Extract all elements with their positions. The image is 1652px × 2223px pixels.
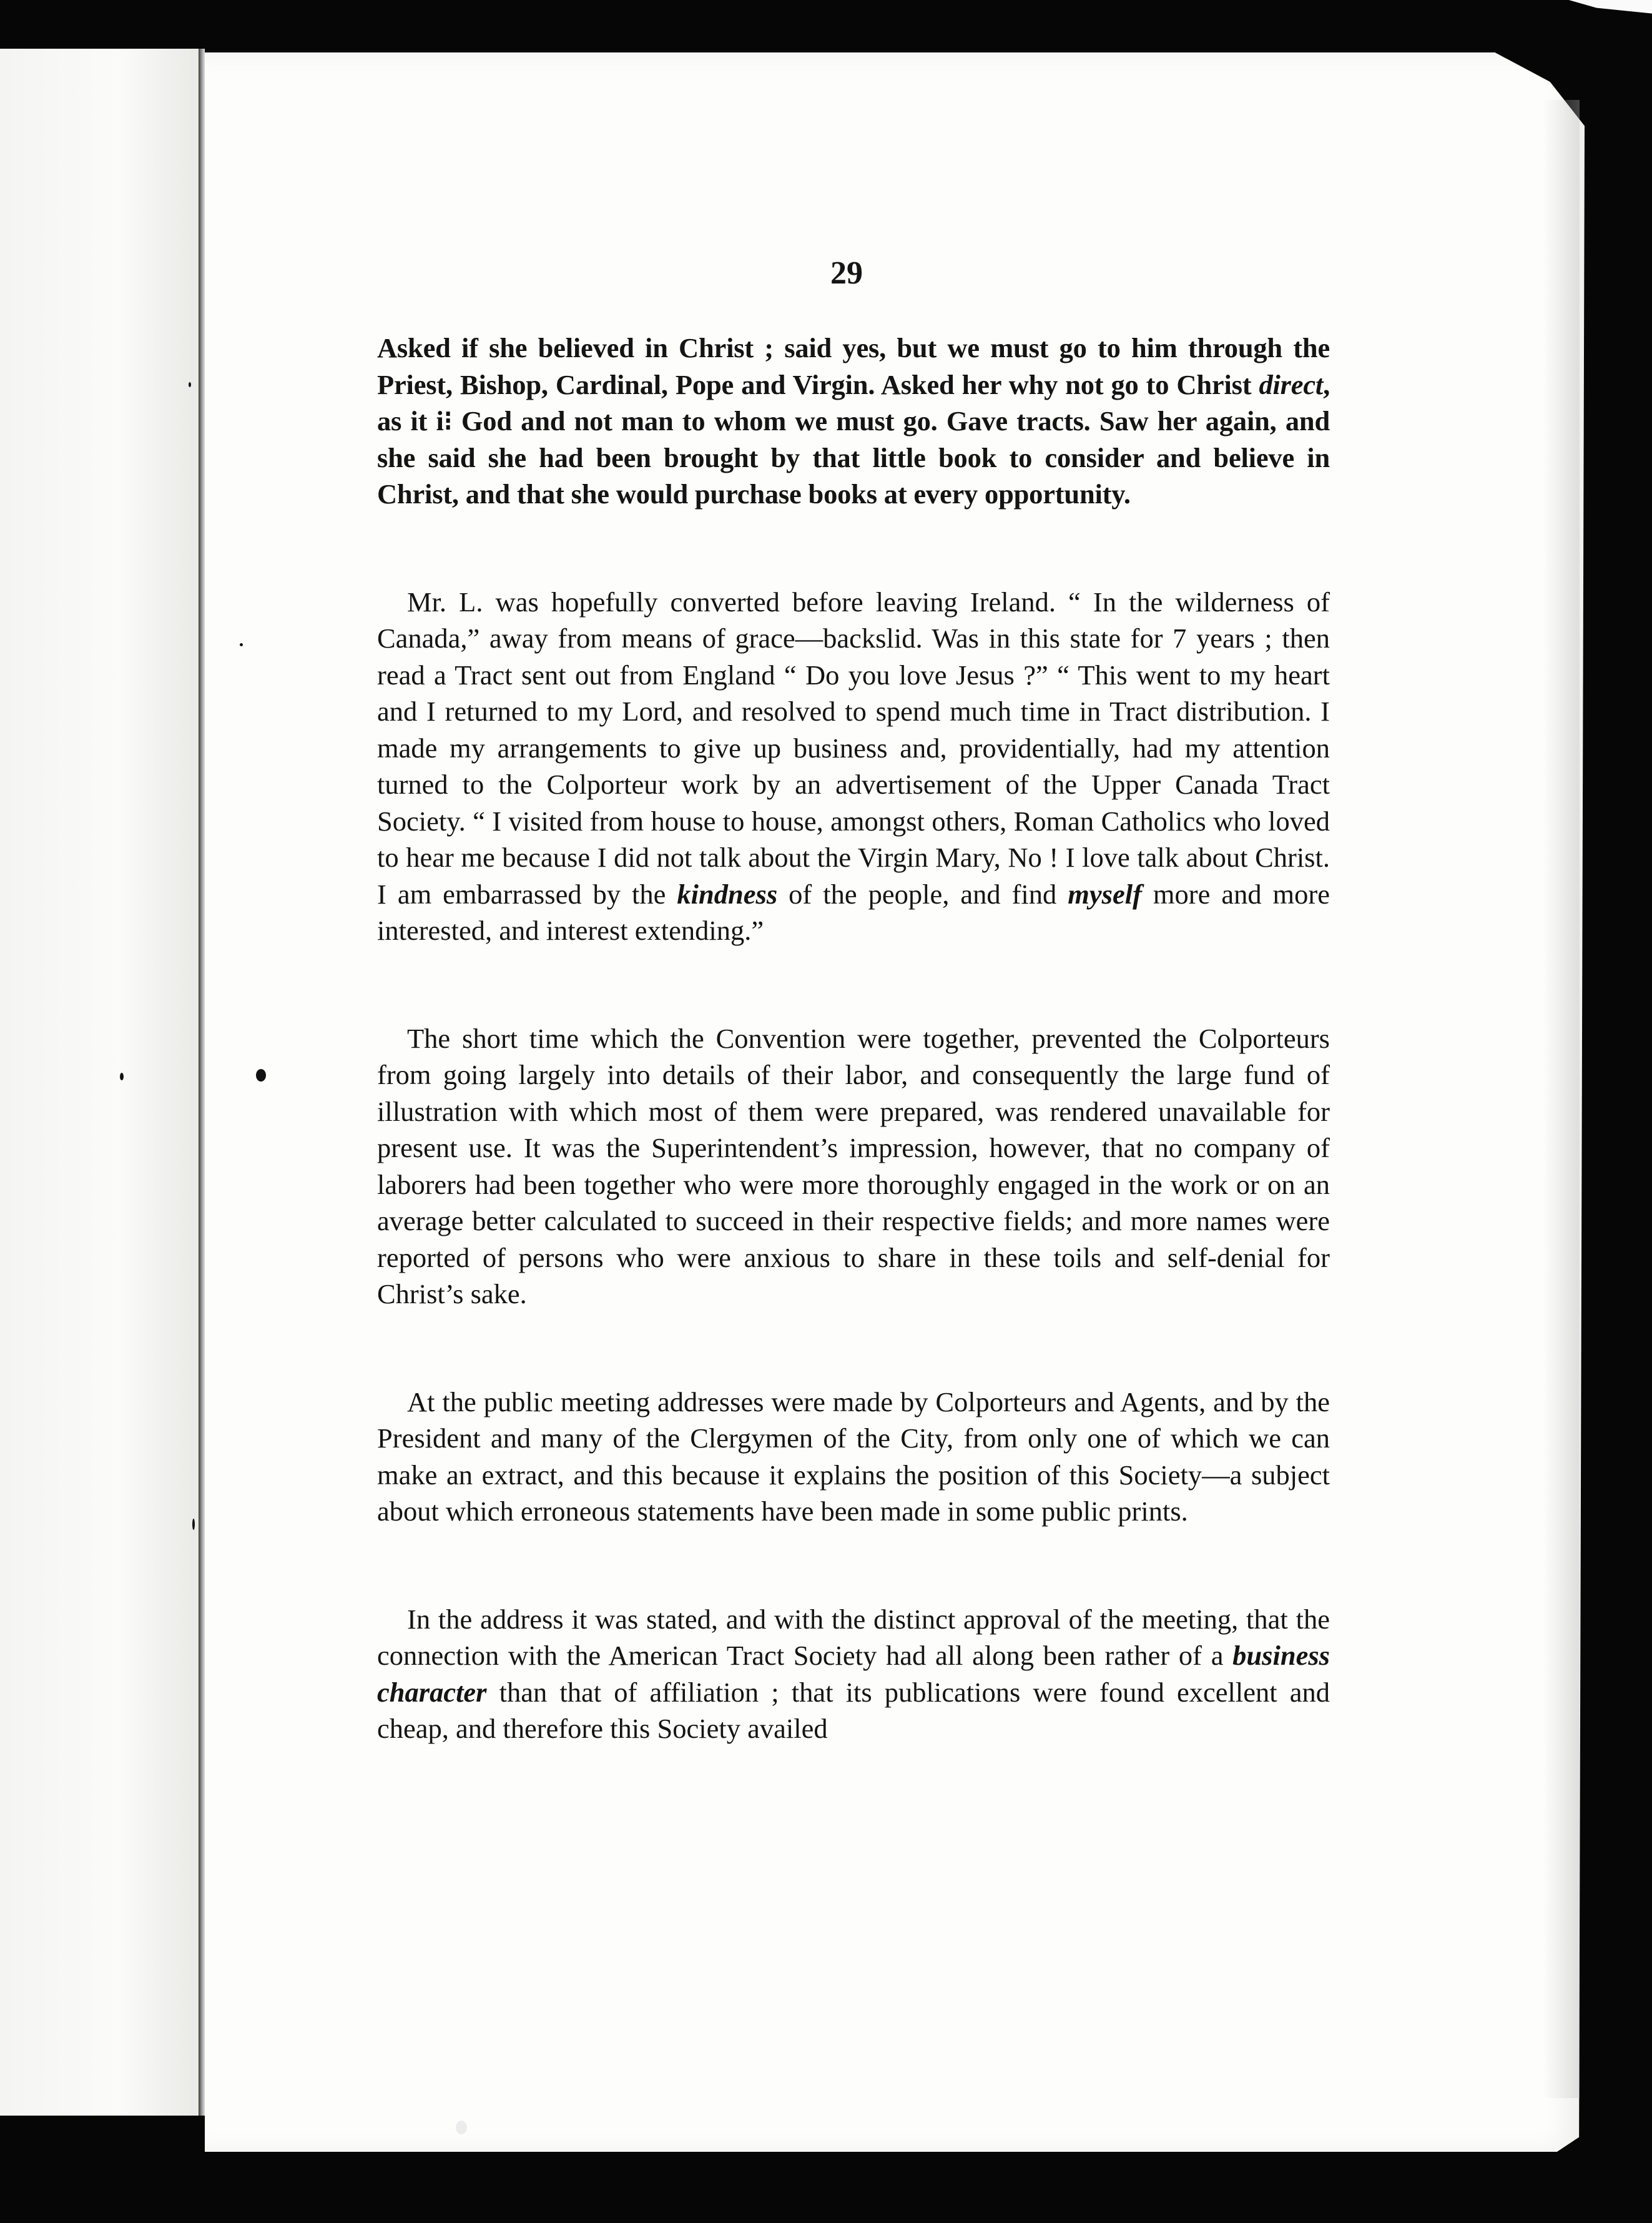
italic-text-segment: kindness	[677, 878, 778, 910]
scan-speck	[240, 643, 243, 646]
text-segment: than that of affiliation ; that its publications were found excellent and cheap, and therefore this Society availed	[377, 1676, 1330, 1744]
scan-speck	[189, 382, 191, 387]
italic-text-segment: business character	[377, 1640, 1330, 1708]
text-segment: In the address it was stated, and with the distinct approval of the meeting, that the connection with the American Tract Society had all along been rather of a	[377, 1603, 1330, 1671]
text-segment: At the public meeting addresses were made by Colporteurs and Agents, and by the President and many of the Clergymen of the City, from only one of which we can make an extract, and this because it explains the position of this Society—a subject about which erroneous statements have been made in some public prints.	[377, 1386, 1330, 1527]
scan-speck	[256, 1069, 266, 1082]
page-number: 29	[830, 255, 863, 291]
body-text	[377, 330, 1330, 1747]
text-segment: , as it i⁝ God and not man to whom we must go. Gave tracts. Saw her again, and she said she had been brought by that little book to consider and believe in Christ, and that she would purchase books at every opportunity.	[377, 368, 1330, 510]
text-segment: The short time which the Convention were together, prevented the Colporteurs from going largely into details of their labor, and consequently the large fund of illustration with which most of them were prepared, was rendered unavailable for present use. It was the Superintendent’s impression, however, that no company of laborers had been together who were more thoroughly engaged in the work or on an average better calculated to succeed in their respective fields; and more names were reported of persons who were anxious to share in these toils and self-denial for Christ’s sake.	[377, 1022, 1330, 1309]
scan-speck	[120, 1073, 124, 1080]
text-segment: of the people, and find	[777, 878, 1068, 910]
paragraph-3	[377, 1020, 1330, 1313]
page-edge-shadow	[1542, 100, 1580, 2098]
italic-text-segment: direct	[1259, 368, 1324, 400]
text-segment: more and more interested, and interest extending.”	[377, 878, 1330, 946]
paragraph-5	[377, 1601, 1330, 1747]
text-segment: Asked if she believed in Christ ; said yes, but we must go to him through the Priest, Bishop, Cardinal, Pope and Virgin. Asked her why not go to Christ	[377, 332, 1330, 400]
text-segment: Mr. L. was hopefully converted before leaving Ireland. “ In the wilderness of Canada,” away from means of grace—backslid. Was in this state for 7 years ; then read a Tract sent out from England “ Do you love Jesus ?” “ This went to my heart and I returned to my Lord, and resolved to spend much time in Tract distribution. I made my arrangements to give up business and, providentially, had my attention turned to the Colporteur work by an advertisement of the Upper Canada Tract Society. “ I visited from house to house, amongst others, Roman Catholics who loved to hear me because I did not talk about the Virgin Mary, No ! I love talk about Christ. I am embarrassed by the	[377, 586, 1330, 910]
left-page-edge	[0, 49, 200, 2116]
paragraph-4	[377, 1384, 1330, 1530]
paragraph-1	[377, 330, 1330, 513]
italic-text-segment: myself	[1068, 878, 1142, 910]
book-gutter	[199, 49, 205, 2116]
scan-speck	[192, 1519, 195, 1530]
scan-speck	[456, 2121, 467, 2134]
paragraph-2	[377, 584, 1330, 949]
